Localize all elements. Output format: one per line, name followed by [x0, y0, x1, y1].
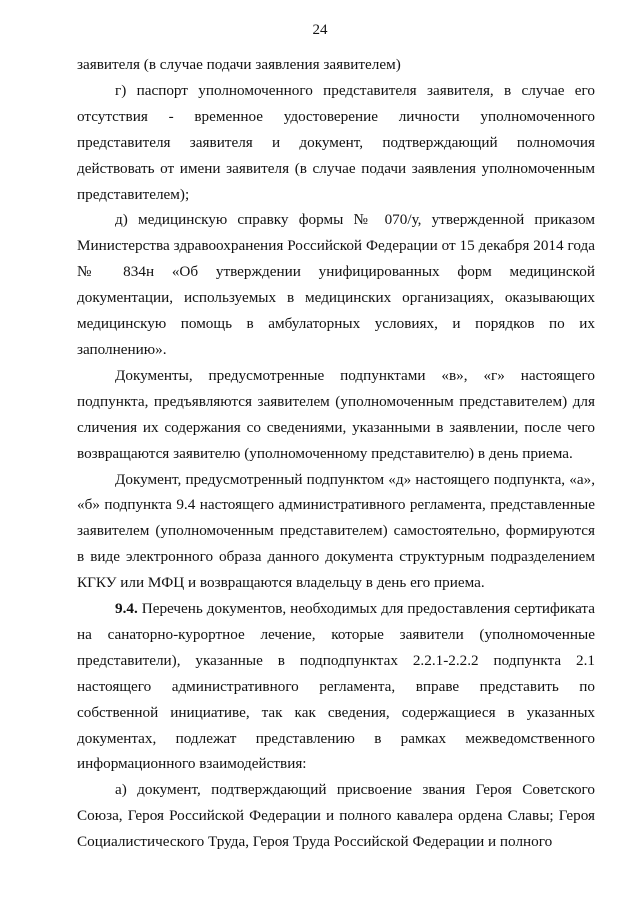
- paragraph-section-9-4: [77, 596, 595, 777]
- paragraph-item-g: г) паспорт уполномоченного представителя заявителя, в случае его отсутствия - временное удостоверение личности уполномоченного представителя заявителя и документ, подтверждающий полномочия действовать от имени заявителя (в случае подачи заявления уполномоченным представителем);: [77, 81, 595, 203]
- section-number: 9.4.: [115, 600, 138, 618]
- paragraph-documents-return: Документы, предусмотренные подпунктами «в», «г» настоящего подпункта, предъявляются заявителем (уполномоченным представителем) для сличения их содержания со сведениями, указанными в заявлении, после чего возвращаются заявителю (уполномоченному представителю) в день приема.: [77, 366, 595, 462]
- section-9-4-text: Перечень документов, необходимых для предоставления сертификата на санаторно-курортное лечение, которые заявители (уполномоченные представители), указанные в подподпунктах 2.2.1-2.2.2 подпункта 2.1 настоящего административного регламента, вправе представить по собственной инициативе, так как сведения, содержащиеся в указанных документах, подлежат представлению в рамках межведомственного информационного взаимодействия:: [77, 600, 595, 773]
- page-number: 24: [312, 22, 328, 38]
- paragraph-continuation: заявителя (в случае подачи заявления заявителем): [77, 56, 401, 73]
- document-body: [77, 52, 595, 855]
- paragraph-item-a: а) документ, подтверждающий присвоение звания Героя Советского Союза, Героя Российской Федерации и полного кавалера ордена Славы; Героя Социалистического Труда, Героя Труда Российской Федерации и полного: [77, 781, 595, 851]
- paragraph-item-d: д) медицинскую справку формы № 070/у, утвержденной приказом Министерства здравоохранения Российской Федерации от 15 декабря 2014 года № 834н «Об утверждении унифицированных форм медицинской документации, используемых в медицинских организациях, оказывающих медицинскую помощь в амбулаторных условиях, и порядков по их заполнению».: [77, 211, 595, 358]
- paragraph-electronic-image: Документ, предусмотренный подпунктом «д» настоящего подпункта, «а», «б» подпункта 9.4 настоящего административного регламента, представленные заявителем (уполномоченным представителем) самостоятельно, формируются в виде электронного образа данного документа структурным подразделением КГКУ или МФЦ и возвращаются владельцу в день его приема.: [77, 470, 595, 592]
